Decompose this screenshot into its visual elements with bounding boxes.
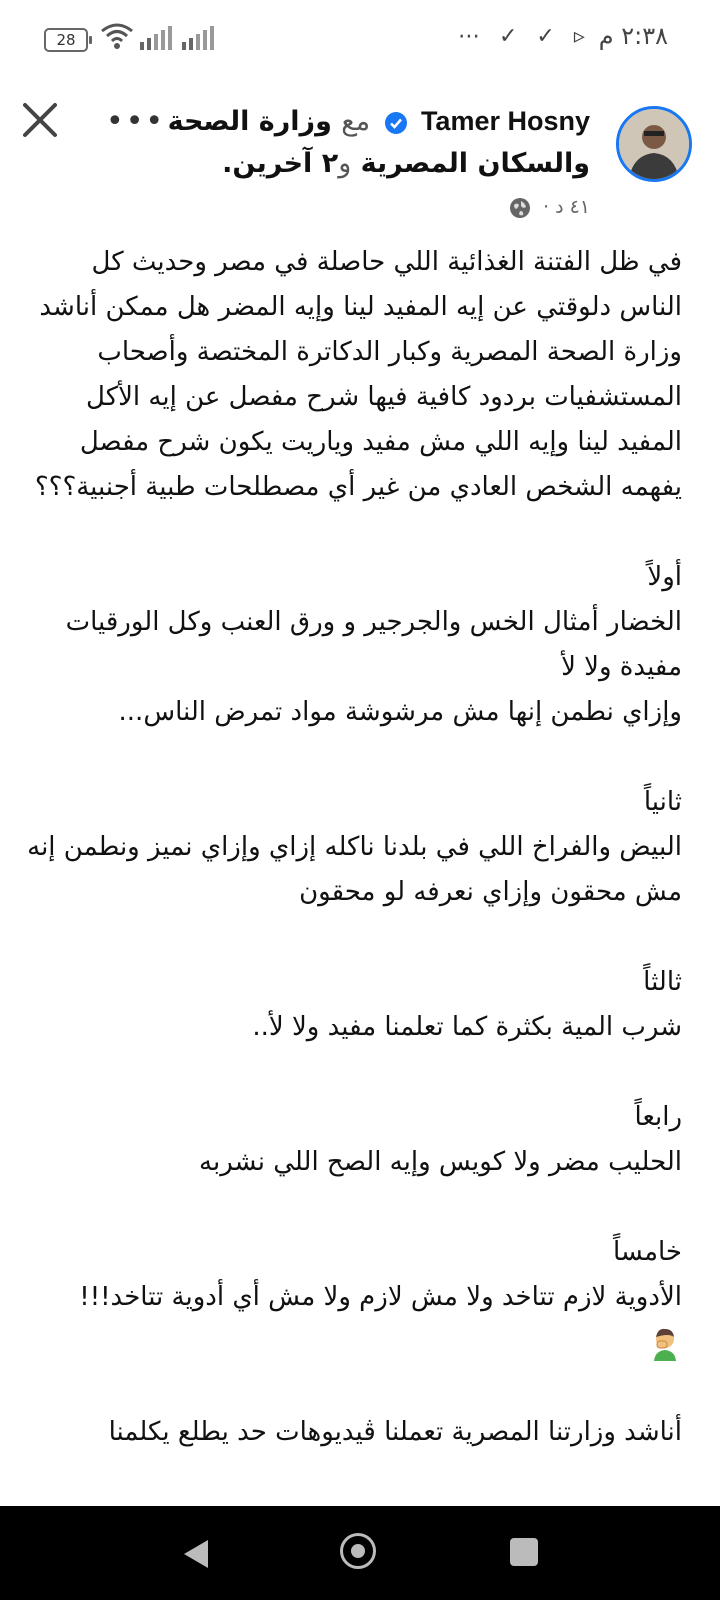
with-label: مع — [341, 106, 371, 137]
section-heading: خامساً — [612, 1237, 682, 1267]
emoji-line — [22, 1320, 682, 1365]
battery-icon: 28 — [44, 28, 88, 52]
navigation-bar — [0, 1506, 720, 1600]
others-link[interactable]: ٢ آخرين — [232, 148, 339, 179]
status-time: ٢:٣٨ م — [598, 22, 668, 50]
home-icon[interactable] — [340, 1533, 376, 1569]
recent-apps-icon[interactable] — [510, 1538, 538, 1566]
close-icon[interactable] — [20, 100, 60, 140]
notification-icons: ⋯ ✓ ✓ ▹ — [458, 24, 591, 49]
more-options-icon[interactable]: ••• — [106, 104, 166, 139]
post-intro: في ظل الفتنة الغذائية اللي حاصلة في مصر وحديث كل الناس دلوقتي عن إيه المفيد لينا وإيه المضر هل ممكن أناشد وزارة الصحة المصرية وكبار الدكاترة المختصة وأصحاب المستشفيات بردود كافية فيها شرح مفصل عن إيه الأكل المفيد لينا وإيه اللي مش مفيد وياريت يكون شرح مفصل يفهمه الشخص العادي من غير أي مصطلحات طبية أجنبية؟؟؟ — [34, 247, 682, 502]
wifi-icon — [100, 22, 134, 50]
post-paragraph: الخضار أمثال الخس والجرجير و ورق العنب وكل الورقيات مفيدة ولا لأ — [65, 607, 682, 682]
status-bar — [0, 0, 720, 78]
post-paragraph: أناشد وزارتنا المصرية تعملنا ڤيديوهات حد يطلع يكلمنا — [108, 1417, 682, 1447]
post-time[interactable]: ٤١ د · — [542, 196, 590, 218]
post-body — [22, 240, 682, 1455]
post-paragraph: وإزاي نطمن إنها مش مرشوشة مواد تمرض الناس... — [118, 697, 682, 727]
post-title: Tamer Hosny مع وزارة الصحة والسكان المصرية و٢ آخرين. — [167, 106, 590, 179]
avatar[interactable] — [616, 106, 692, 182]
globe-icon — [509, 197, 531, 219]
man-facepalm-emoji-icon — [648, 1325, 682, 1361]
section-heading: ثانياً — [643, 787, 682, 817]
section-heading: ثالثاً — [643, 967, 682, 997]
post-paragraph: شرب المية بكثرة كما تعلمنا مفيد ولا لأ.. — [252, 1012, 682, 1042]
section-heading: رابعاً — [634, 1102, 682, 1132]
post-paragraph: الأدوية لازم تتاخد ولا مش لازم ولا مش أي أدوية تتاخد!!! — [79, 1282, 682, 1312]
post-meta — [509, 196, 590, 219]
post-paragraph: البيض والفراخ اللي في بلدنا ناكله إزاي وإزاي نميز ونطمن إنه مش محقون وإزاي نعرفه لو محقون — [27, 832, 682, 907]
signal-icon — [182, 26, 218, 50]
author-name[interactable]: Tamer Hosny — [420, 106, 590, 136]
tagged-page[interactable]: وزارة الصحة والسكان المصرية — [167, 106, 590, 179]
signal-icon — [140, 26, 176, 50]
section-heading: أولاً — [647, 562, 682, 592]
and-label: و — [338, 148, 352, 179]
back-icon[interactable] — [182, 1538, 210, 1570]
verified-badge-icon — [384, 111, 408, 135]
post-paragraph: الحليب مضر ولا كويس وإيه الصح اللي نشربه — [199, 1147, 682, 1177]
